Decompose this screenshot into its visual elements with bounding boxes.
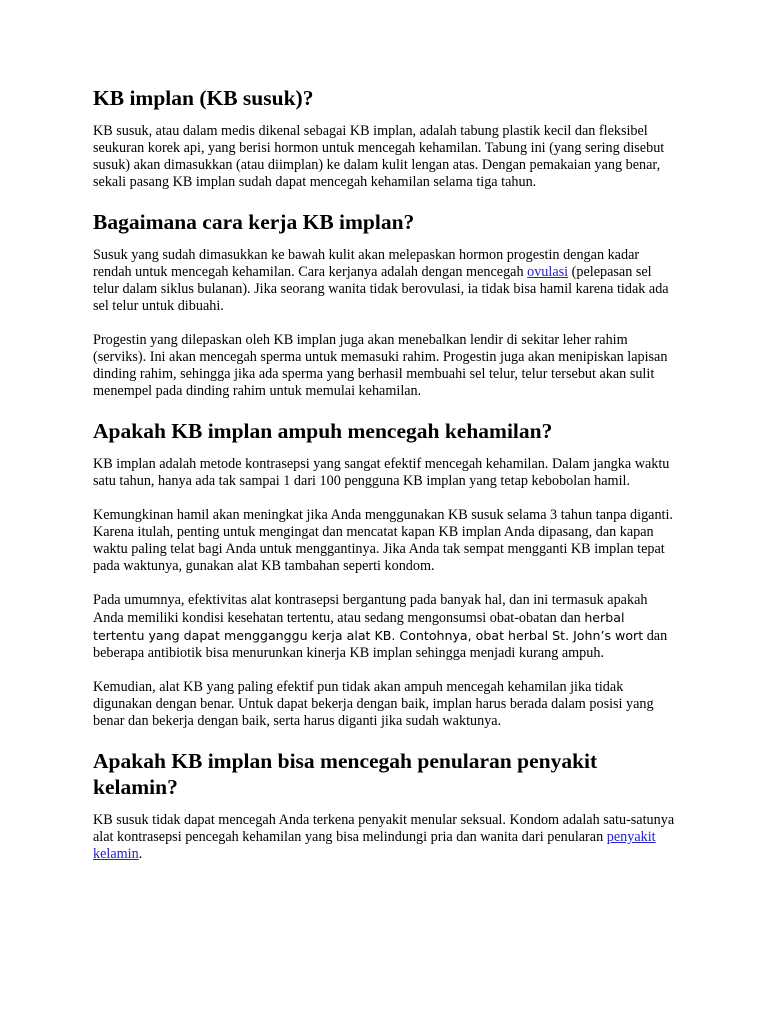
paragraph-ampuh-4: Kemudian, alat KB yang paling efektif pun tidak akan ampuh mencegah kehamilan jika tidak digunakan dengan benar. Untuk dapat bekerja dengan baik, implan harus berada dalam posisi yang benar dan bekerja dengan baik, serta harus diganti jika sudah waktunya. bbox=[93, 679, 654, 729]
text-run-alt-font: herbal tertentu yang dapat mengganggu kerja alat KB. Contohnya, obat herbal St. John’s wort bbox=[93, 610, 644, 643]
link-penyakit-kelamin[interactable]: penyakit kelamin bbox=[93, 829, 656, 862]
paragraph-cara-kerja-2: Progestin yang dilepaskan oleh KB implan juga akan menebalkan lendir di sekitar leher rahim (serviks). Ini akan mencegah sperma untuk memasuki rahim. Progestin juga akan menipiskan lapisan dinding rahim, sehingga jika ada sperma yang berhasil membuahi sel telur, telur tersebut akan sulit menempel pada dinding rahim untuk memulai kehamilan. bbox=[93, 332, 668, 399]
paragraph-ampuh-1: KB implan adalah metode kontrasepsi yang sangat efektif mencegah kehamilan. Dalam jangka waktu satu tahun, hanya ada tak sampai 1 dari 100 pengguna KB implan yang tetap kebobolan hamil. bbox=[93, 456, 670, 489]
paragraph-penyakit-kelamin bbox=[93, 812, 675, 863]
section-heading-penyakit-kelamin: Apakah KB implan bisa mencegah penularan penyakit kelamin? bbox=[93, 749, 598, 799]
paragraph-ampuh-2: Kemungkinan hamil akan meningkat jika Anda menggunakan KB susuk selama 3 tahun tanpa diganti. Karena itulah, penting untuk mengingat dan mencatat kapan KB implan Anda dipasang, dan kapan waktu paling telat bagi Anda untuk menggantinya. Jika Anda tak sempat mengganti KB implan tepat pada waktunya, gunakan alat KB tambahan seperti kondom. bbox=[93, 507, 673, 574]
section-heading-ampuh: Apakah KB implan ampuh mencegah kehamilan? bbox=[93, 419, 553, 443]
text-run: dan beberapa antibiotik bisa menurunkan kinerja KB implan sehingga menjadi kurang ampuh. bbox=[93, 628, 668, 661]
paragraph-ampuh-3 bbox=[93, 592, 675, 662]
text-run: (pelepasan sel telur dalam siklus bulanan). Jika seorang wanita tidak berovulasi, ia tidak bisa hamil karena tidak ada sel telur untuk dibuahi. bbox=[93, 264, 669, 314]
link-ovulasi[interactable]: ovulasi bbox=[527, 264, 569, 280]
section-heading-kb-implan: KB implan (KB susuk)? bbox=[93, 86, 314, 110]
paragraph-cara-kerja-1 bbox=[93, 247, 675, 315]
text-run: Susuk yang sudah dimasukkan ke bawah kulit akan melepaskan hormon progestin dengan kadar rendah untuk mencegah kehamilan. Cara kerjanya adalah dengan mencegah bbox=[93, 247, 640, 280]
text-run: KB susuk tidak dapat mencegah Anda terkena penyakit menular seksual. Kondom adalah satu-satunya alat kontrasepsi pencegah kehamilan yang bisa melindungi pria dan wanita dari penularan bbox=[93, 812, 675, 845]
section-heading-cara-kerja: Bagaimana cara kerja KB implan? bbox=[93, 210, 415, 234]
text-run: Pada umumnya, efektivitas alat kontrasepsi bergantung pada banyak hal, dan ini termasuk apakah Anda memiliki kondisi kesehatan tertentu, atau sedang mengonsumsi obat-obatan dan bbox=[93, 592, 648, 626]
paragraph-intro: KB susuk, atau dalam medis dikenal sebagai KB implan, adalah tabung plastik kecil dan fleksibel seukuran korek api, yang berisi hormon untuk mencegah kehamilan. Tabung ini (yang sering disebut susuk) akan dimasukkan (atau diimplan) ke dalam kulit lengan atas. Dengan pemakaian yang benar, sekali pasang KB implan sudah dapat mencegah kehamilan selama tiga tahun. bbox=[93, 123, 665, 190]
text-run: . bbox=[138, 846, 143, 862]
